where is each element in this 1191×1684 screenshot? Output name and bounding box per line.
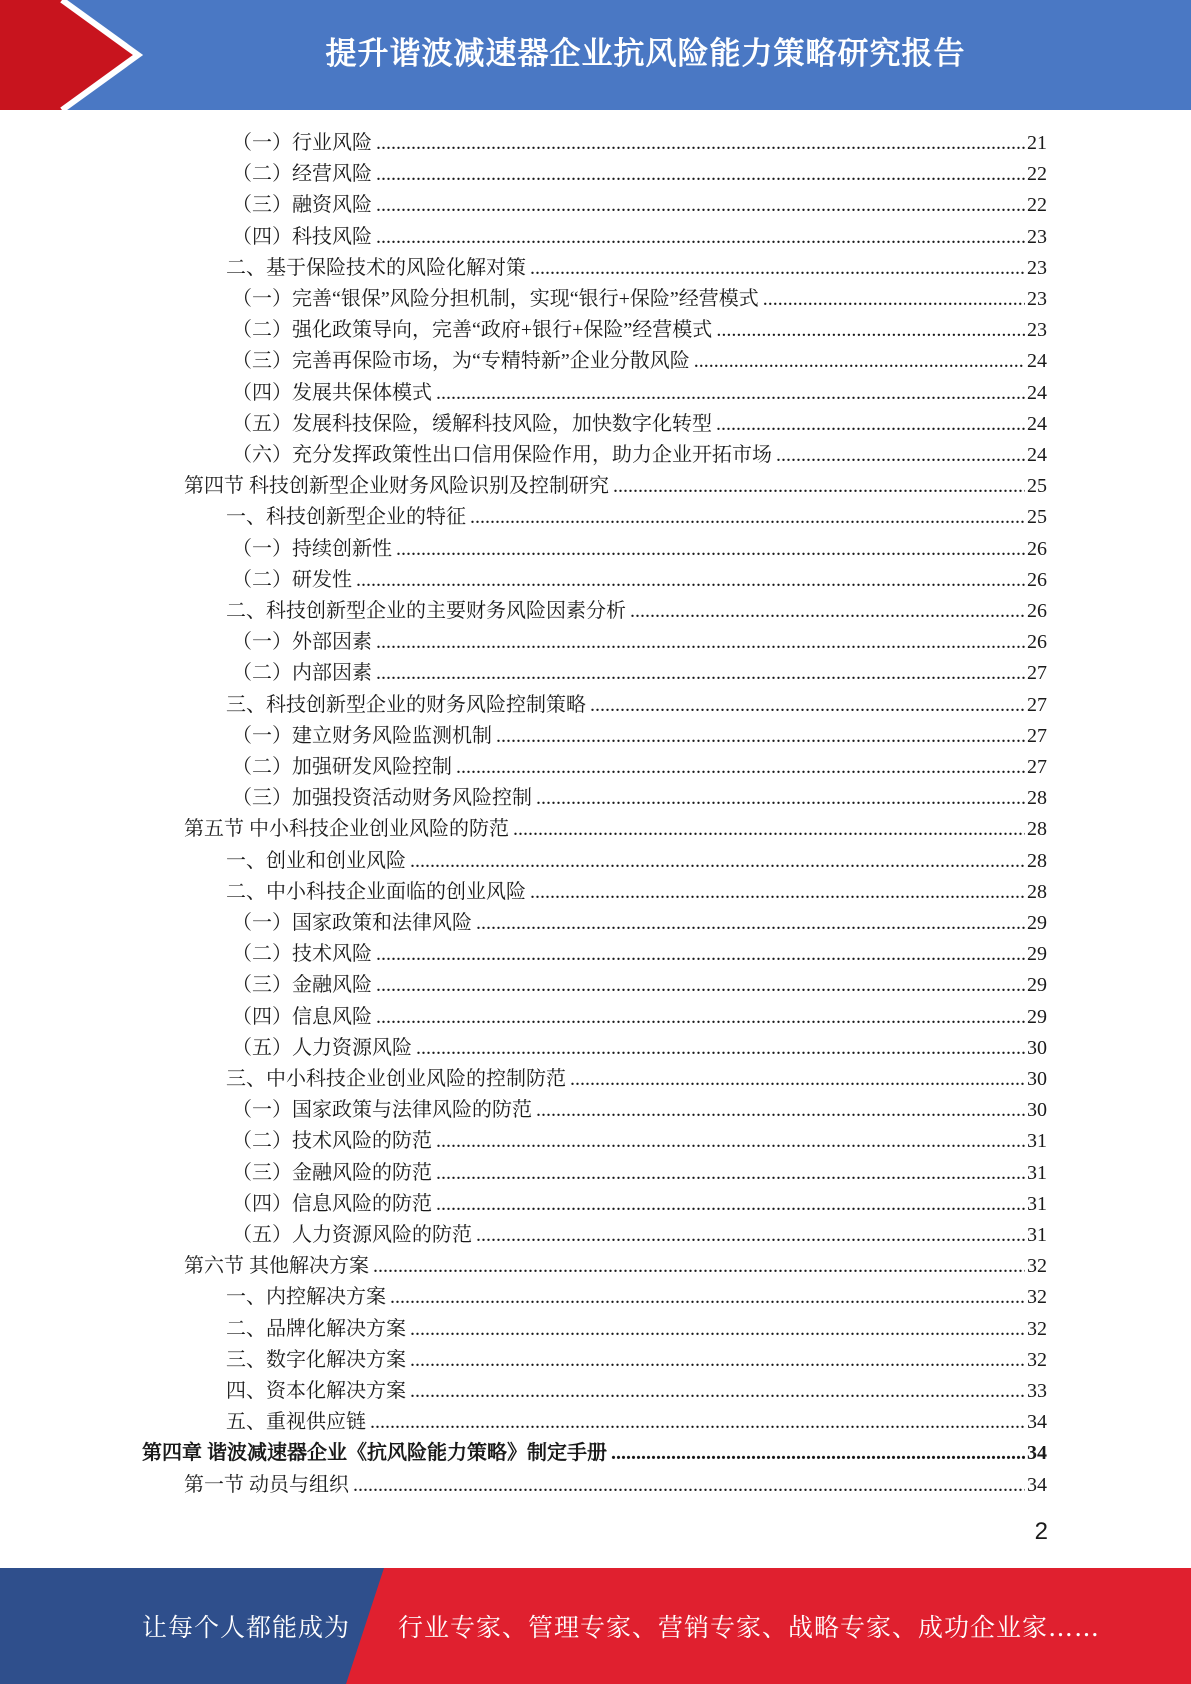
toc-entry-label: （二）技术风险 bbox=[232, 943, 372, 966]
toc-entry-page: 29 bbox=[1027, 912, 1047, 934]
toc-entry[interactable] bbox=[232, 315, 1047, 345]
toc-entry-page: 27 bbox=[1027, 662, 1047, 685]
toc-dot-leader bbox=[694, 346, 1025, 376]
toc-dot-leader bbox=[513, 814, 1025, 844]
toc-entry-page: 28 bbox=[1027, 787, 1047, 810]
page-number: 2 bbox=[1034, 1518, 1048, 1545]
toc-entry-page: 29 bbox=[1027, 943, 1047, 966]
toc-entry[interactable] bbox=[232, 222, 1047, 252]
toc-dot-leader bbox=[776, 440, 1025, 470]
toc-entry-label: （二）加强研发风险控制 bbox=[232, 756, 452, 778]
toc-dot-leader bbox=[410, 1345, 1025, 1375]
toc-entry-label: （二）强化政策导向，完善“政府+银行+保险”经营模式 bbox=[232, 319, 713, 342]
toc-dot-leader bbox=[613, 471, 1025, 501]
toc-entry[interactable] bbox=[226, 846, 1047, 876]
toc-entry-page: 26 bbox=[1027, 568, 1047, 591]
toc-entry[interactable] bbox=[184, 1470, 1047, 1500]
toc-dot-leader bbox=[536, 783, 1025, 813]
toc-dot-leader bbox=[373, 1251, 1025, 1281]
toc-dot-leader bbox=[376, 939, 1025, 969]
toc-entry-page: 29 bbox=[1027, 1005, 1047, 1028]
toc-dot-leader bbox=[376, 658, 1025, 688]
toc-dot-leader bbox=[376, 190, 1025, 220]
toc-entry-label: 一、内控解决方案 bbox=[226, 1286, 386, 1309]
toc-entry-label: （四）发展共保体模式 bbox=[232, 381, 432, 404]
toc-entry[interactable] bbox=[232, 378, 1047, 408]
toc-entry-page: 31 bbox=[1027, 1130, 1047, 1153]
toc-entry-page: 29 bbox=[1027, 974, 1047, 997]
page-header bbox=[0, 0, 1191, 110]
toc-dot-leader bbox=[476, 908, 1025, 938]
toc-entry[interactable] bbox=[232, 783, 1047, 813]
toc-dot-leader bbox=[436, 378, 1025, 408]
toc-entry-label: （五）发展科技保险，缓解科技风险，加快数字化转型 bbox=[232, 412, 712, 435]
page-footer bbox=[0, 1568, 1191, 1684]
toc-entry-label: （二）内部因素 bbox=[232, 662, 372, 685]
toc-entry-page: 32 bbox=[1027, 1286, 1047, 1309]
toc-entry[interactable] bbox=[226, 1064, 1047, 1094]
toc-dot-leader bbox=[456, 752, 1025, 782]
toc-entry-label: 五、重视供应链 bbox=[226, 1411, 366, 1434]
toc-entry-label: （二）经营风险 bbox=[232, 163, 372, 186]
toc-entry-label: （四）信息风险的防范 bbox=[232, 1192, 432, 1215]
toc-entry-page: 30 bbox=[1027, 1099, 1047, 1122]
toc-entry[interactable] bbox=[232, 939, 1047, 969]
toc-entry-label: 第六节 其他解决方案 bbox=[184, 1255, 369, 1278]
toc-entry-label: （一）完善“银保”风险分担机制，实现“银行+保险”经营模式 bbox=[232, 288, 759, 310]
toc-dot-leader bbox=[376, 1002, 1025, 1032]
toc-entry-page: 26 bbox=[1027, 631, 1047, 654]
toc-entry-page: 31 bbox=[1027, 1192, 1047, 1215]
toc-entry[interactable] bbox=[184, 814, 1047, 844]
toc-entry-page: 32 bbox=[1027, 1317, 1047, 1340]
toc-entry-page: 22 bbox=[1027, 163, 1047, 186]
red-chevron-icon bbox=[0, 0, 160, 110]
toc-entry-label: 四、资本化解决方案 bbox=[226, 1380, 406, 1402]
toc-dot-leader bbox=[476, 1220, 1025, 1250]
toc-entry[interactable] bbox=[232, 534, 1047, 564]
toc-entry-page: 22 bbox=[1027, 194, 1047, 217]
toc-entry-page: 24 bbox=[1027, 381, 1047, 404]
toc-entry-page: 26 bbox=[1027, 600, 1047, 622]
toc-dot-leader bbox=[590, 690, 1025, 720]
toc-dot-leader bbox=[376, 222, 1025, 252]
toc-entry-page: 34 bbox=[1027, 1473, 1047, 1496]
toc-entry-page: 23 bbox=[1027, 319, 1047, 342]
toc-entry[interactable] bbox=[226, 1345, 1047, 1375]
toc-entry-label: 二、中小科技企业面临的创业风险 bbox=[226, 880, 526, 903]
toc-entry[interactable] bbox=[232, 752, 1047, 782]
toc-dot-leader bbox=[530, 877, 1025, 907]
toc-entry[interactable] bbox=[232, 970, 1047, 1000]
toc-dot-leader bbox=[763, 284, 1025, 314]
toc-entry-page: 25 bbox=[1027, 475, 1047, 498]
toc-entry-page: 28 bbox=[1027, 880, 1047, 903]
toc-entry-label: （三）加强投资活动财务风险控制 bbox=[232, 787, 532, 810]
toc-entry-page: 28 bbox=[1027, 849, 1047, 872]
toc-entry-page: 23 bbox=[1027, 288, 1047, 310]
toc-entry-page: 26 bbox=[1027, 537, 1047, 560]
toc-entry[interactable] bbox=[226, 502, 1047, 532]
toc-dot-leader bbox=[536, 1095, 1025, 1125]
toc-entry-page: 32 bbox=[1027, 1348, 1047, 1371]
toc-entry-label: （五）人力资源风险的防范 bbox=[232, 1224, 472, 1246]
toc-entry-page: 27 bbox=[1027, 724, 1047, 747]
toc-entry[interactable] bbox=[226, 877, 1047, 907]
toc-dot-leader bbox=[410, 1376, 1025, 1406]
toc-dot-leader bbox=[356, 565, 1025, 595]
toc-entry-page: 31 bbox=[1027, 1224, 1047, 1246]
toc-entry[interactable] bbox=[232, 1002, 1047, 1032]
toc-entry[interactable] bbox=[232, 284, 1047, 314]
toc-entry-label: （一）国家政策和法律风险 bbox=[232, 912, 472, 934]
toc-entry-label: （六）充分发挥政策性出口信用保险作用，助力企业开拓市场 bbox=[232, 444, 772, 466]
toc-entry-page: 34 bbox=[1027, 1411, 1047, 1434]
toc-entry-label: 二、基于保险技术的风险化解对策 bbox=[226, 256, 526, 279]
toc-entry-page: 27 bbox=[1027, 693, 1047, 716]
toc-entry[interactable] bbox=[232, 627, 1047, 657]
toc-entry-label: 一、科技创新型企业的特征 bbox=[226, 506, 466, 529]
toc-entry[interactable] bbox=[232, 128, 1047, 158]
toc-dot-leader bbox=[376, 970, 1025, 1000]
toc-entry[interactable] bbox=[226, 690, 1047, 720]
toc-entry[interactable] bbox=[142, 1438, 1047, 1468]
toc-entry[interactable] bbox=[226, 1314, 1047, 1344]
toc-entry[interactable] bbox=[232, 190, 1047, 220]
toc-dot-leader bbox=[376, 128, 1025, 158]
toc-dot-leader bbox=[436, 1158, 1025, 1188]
toc-entry-label: （四）信息风险 bbox=[232, 1005, 372, 1028]
toc-entry-label: （二）研发性 bbox=[232, 568, 352, 591]
toc-entry-label: 第一节 动员与组织 bbox=[184, 1473, 349, 1496]
toc-entry[interactable] bbox=[226, 1407, 1047, 1437]
toc-entry-page: 23 bbox=[1027, 225, 1047, 248]
toc-entry-label: （一）建立财务风险监测机制 bbox=[232, 724, 492, 747]
toc-entry-page: 23 bbox=[1027, 256, 1047, 279]
toc-entry-label: （三）完善再保险市场，为“专精特新”企业分散风险 bbox=[232, 350, 690, 373]
toc-entry[interactable] bbox=[232, 908, 1047, 938]
toc-dot-leader bbox=[611, 1438, 1025, 1468]
toc-dot-leader bbox=[436, 1126, 1025, 1156]
toc-entry-label: 第四节 科技创新型企业财务风险识别及控制研究 bbox=[184, 475, 609, 498]
toc-entry-label: （一）持续创新性 bbox=[232, 537, 392, 560]
toc-entry[interactable] bbox=[226, 253, 1047, 283]
report-title: 提升谐波减速器企业抗风险能力策略研究报告 bbox=[325, 35, 966, 72]
toc-dot-leader bbox=[716, 315, 1025, 345]
toc-dot-leader bbox=[570, 1064, 1025, 1094]
toc-entry[interactable] bbox=[232, 346, 1047, 376]
toc-entry-label: 一、创业和创业风险 bbox=[226, 849, 406, 872]
toc-dot-leader bbox=[390, 1282, 1025, 1312]
toc-entry-label: 三、科技创新型企业的财务风险控制策略 bbox=[226, 693, 586, 716]
toc-entry[interactable] bbox=[232, 721, 1047, 751]
toc-entry[interactable] bbox=[232, 1189, 1047, 1219]
toc-entry[interactable] bbox=[232, 1158, 1047, 1188]
toc-entry[interactable] bbox=[232, 440, 1047, 470]
toc-entry-page: 21 bbox=[1027, 132, 1047, 154]
toc-entry-label: （四）科技风险 bbox=[232, 225, 372, 248]
toc-entry-label: （三）融资风险 bbox=[232, 194, 372, 217]
toc-entry-label: （三）金融风险的防范 bbox=[232, 1161, 432, 1184]
toc-entry-label: 第五节 中小科技企业创业风险的防范 bbox=[184, 818, 509, 841]
toc-entry[interactable] bbox=[232, 1126, 1047, 1156]
toc-dot-leader bbox=[496, 721, 1025, 751]
toc-entry-label: （一）行业风险 bbox=[232, 132, 372, 154]
toc-entry-label: （一）国家政策与法律风险的防范 bbox=[232, 1099, 532, 1122]
toc-entry-page: 33 bbox=[1027, 1380, 1047, 1402]
toc-entry-label: （一）外部因素 bbox=[232, 631, 372, 654]
footer-slogan-right: 行业专家、管理专家、营销专家、战略专家、成功企业家…… bbox=[398, 1613, 1101, 1642]
footer-slogan-left: 让每个人都能成为 bbox=[142, 1613, 351, 1642]
toc-dot-leader bbox=[416, 1033, 1025, 1063]
toc-dot-leader bbox=[410, 846, 1025, 876]
toc-entry[interactable] bbox=[232, 409, 1047, 439]
toc-entry-page: 31 bbox=[1027, 1161, 1047, 1184]
toc-entry-page: 30 bbox=[1027, 1036, 1047, 1059]
toc-entry[interactable] bbox=[226, 596, 1047, 626]
toc-entry-label: （五）人力资源风险 bbox=[232, 1036, 412, 1059]
toc-entry[interactable] bbox=[232, 1095, 1047, 1125]
toc-dot-leader bbox=[716, 409, 1025, 439]
toc-entry-label: 二、科技创新型企业的主要财务风险因素分析 bbox=[226, 600, 626, 622]
toc-entry-label: （二）技术风险的防范 bbox=[232, 1130, 432, 1153]
toc-dot-leader bbox=[353, 1470, 1025, 1500]
toc-entry-page: 28 bbox=[1027, 818, 1047, 841]
toc-entry-page: 24 bbox=[1027, 350, 1047, 373]
toc-entry-page: 27 bbox=[1027, 756, 1047, 778]
toc-entry-page: 30 bbox=[1027, 1068, 1047, 1090]
toc-entry-page: 32 bbox=[1027, 1255, 1047, 1278]
toc-dot-leader bbox=[530, 253, 1025, 283]
toc-entry[interactable] bbox=[184, 1251, 1047, 1281]
toc-entry-page: 34 bbox=[1027, 1442, 1047, 1465]
toc-entry-page: 24 bbox=[1027, 412, 1047, 435]
toc-entry[interactable] bbox=[226, 1376, 1047, 1406]
toc-entry[interactable] bbox=[232, 1220, 1047, 1250]
toc-entry[interactable] bbox=[232, 1033, 1047, 1063]
toc-entry-page: 24 bbox=[1027, 444, 1047, 466]
toc-dot-leader bbox=[376, 627, 1025, 657]
toc-dot-leader bbox=[370, 1407, 1025, 1437]
toc-dot-leader bbox=[470, 502, 1025, 532]
toc-entry-label: 二、品牌化解决方案 bbox=[226, 1317, 406, 1340]
toc-entry[interactable] bbox=[232, 159, 1047, 189]
toc-dot-leader bbox=[436, 1189, 1025, 1219]
toc-dot-leader bbox=[410, 1314, 1025, 1344]
toc-dot-leader bbox=[396, 534, 1025, 564]
toc-entry[interactable] bbox=[184, 471, 1047, 501]
toc-entry-label: 三、中小科技企业创业风险的控制防范 bbox=[226, 1068, 566, 1090]
toc-entry[interactable] bbox=[232, 565, 1047, 595]
toc-entry[interactable] bbox=[232, 658, 1047, 688]
toc-dot-leader bbox=[630, 596, 1025, 626]
toc-entry[interactable] bbox=[226, 1282, 1047, 1312]
toc-entry-label: 三、数字化解决方案 bbox=[226, 1348, 406, 1371]
toc-entry-label: （三）金融风险 bbox=[232, 974, 372, 997]
toc-dot-leader bbox=[376, 159, 1025, 189]
toc-entry-page: 25 bbox=[1027, 506, 1047, 529]
toc-entry-label: 第四章 谐波减速器企业《抗风险能力策略》制定手册 bbox=[142, 1442, 607, 1465]
